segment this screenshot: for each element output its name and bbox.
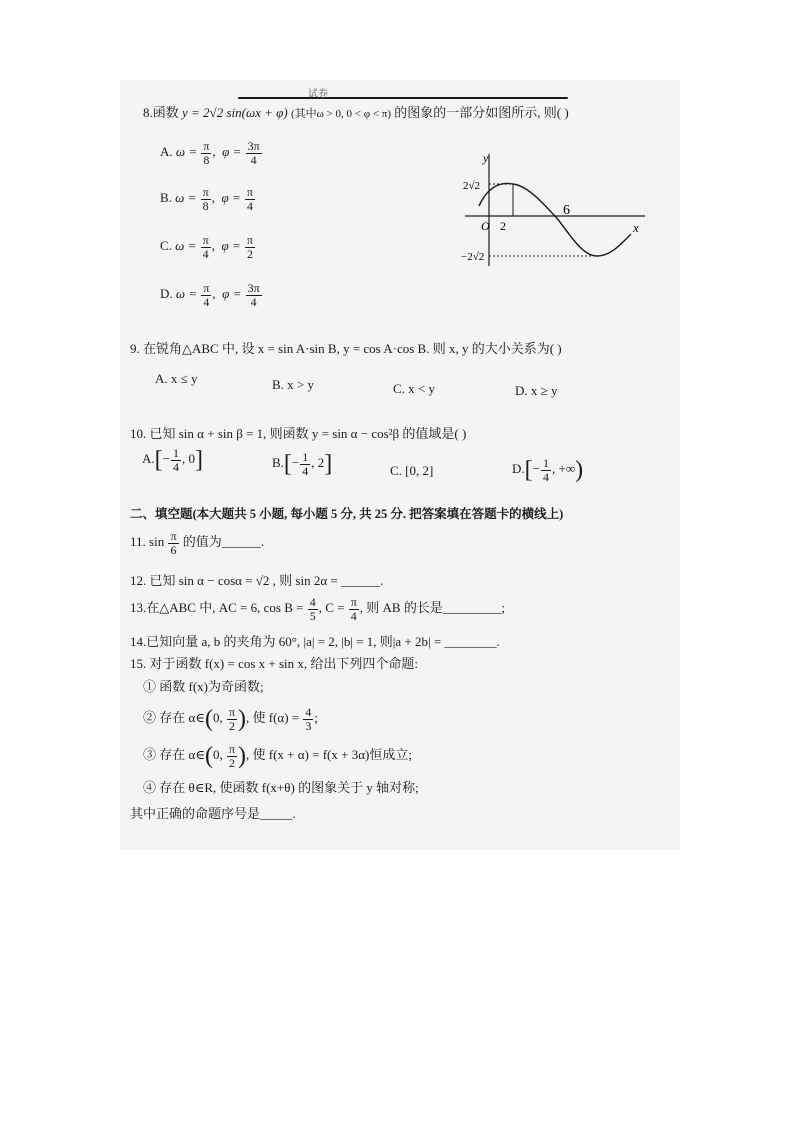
q8-condition: (其中ω > 0, 0 < φ < π) bbox=[290, 108, 392, 120]
header-stub-text: 试卷 bbox=[308, 89, 328, 100]
q15-proposition-1: ① 函数 f(x)为奇函数; bbox=[143, 679, 264, 694]
q11 bbox=[130, 530, 264, 556]
q10-option-c[interactable]: C. [0, 2] bbox=[390, 463, 434, 478]
q10-stem: 10. 已知 sin α + sin β = 1, 则函数 y = sin α − cos²β 的值域是( ) bbox=[130, 426, 467, 441]
frac-num: 1 bbox=[542, 456, 549, 470]
frac-num: π bbox=[246, 233, 253, 247]
omega-label: ω = bbox=[175, 286, 198, 302]
q10-option-a[interactable]: A.[− $\frac{1}{4}$ , 0] bbox=[142, 446, 203, 474]
frac-num: π bbox=[203, 281, 210, 295]
frac-den: 4 bbox=[350, 608, 357, 623]
q15-proposition-2: ② 存在 α∈(0, $\frac{\pi}{2}$ ), 使 f(α) = $\frac{4}{3}$ ; bbox=[143, 705, 319, 733]
omega-label: ω = bbox=[175, 238, 197, 254]
q12: 12. 已知 sin α − cosα = √2 , 则 sin 2α = ______. bbox=[130, 573, 384, 588]
interval-right: , +∞ bbox=[551, 461, 576, 477]
frac-den: 4 bbox=[202, 246, 209, 261]
q15-p2-prefix: ② 存在 α∈ bbox=[143, 710, 205, 726]
frac-den: 4 bbox=[246, 198, 253, 213]
q15-p2-end: ; bbox=[314, 710, 319, 726]
phi-label: φ = bbox=[221, 190, 241, 206]
q11-suffix: 的值为______. bbox=[182, 534, 265, 550]
q9-option-b[interactable]: B. x > y bbox=[272, 377, 315, 392]
q9-option-c[interactable]: C. x < y bbox=[393, 381, 436, 396]
q9-option-d[interactable]: D. x ≥ y bbox=[515, 383, 558, 398]
interval-left: 0, bbox=[212, 710, 226, 726]
frac-den: 2 bbox=[228, 718, 235, 733]
option-letter: C. bbox=[160, 238, 172, 254]
frac-den: 2 bbox=[228, 755, 235, 770]
q8-option-d[interactable]: D. ω = $\frac{\pi}{4}$ , φ = $\frac{3\pi}{4}$ bbox=[160, 281, 260, 309]
tick-2-label: 2 bbox=[500, 219, 506, 233]
frac-num: π bbox=[203, 139, 210, 153]
q8-sine-graph bbox=[455, 148, 655, 273]
frac-den: 6 bbox=[170, 542, 177, 557]
phi-label: φ = bbox=[222, 286, 242, 302]
q13 bbox=[130, 596, 505, 622]
q8-suffix: 的图象的一部分如图所示, 则( ) bbox=[394, 105, 569, 120]
frac-num: π bbox=[246, 185, 253, 199]
q9-option-a[interactable]: A. x ≤ y bbox=[155, 371, 198, 386]
frac-den: 3 bbox=[305, 718, 312, 733]
q13-suffix: , 则 AB 的长是_________; bbox=[359, 600, 505, 616]
interval-left: 0, bbox=[212, 747, 226, 763]
frac-num: 3π bbox=[247, 281, 260, 295]
frac-num: π bbox=[202, 185, 209, 199]
frac-den: 8 bbox=[202, 198, 209, 213]
q15-p3-prefix: ③ 存在 α∈ bbox=[143, 747, 205, 763]
interval-right: , 0 bbox=[181, 451, 195, 467]
option-letter: A. bbox=[142, 451, 155, 467]
min-label: −2√2 bbox=[461, 251, 485, 263]
x-axis-label: x bbox=[633, 220, 639, 235]
header-stub bbox=[238, 88, 568, 100]
q9-stem: 9. 在锐角△ABC 中, 设 x = sin A·sin B, y = cos A·cos B. 则 x, y 的大小关系为( ) bbox=[130, 341, 562, 356]
frac-den: 4 bbox=[172, 459, 179, 474]
q8-option-a[interactable]: A. ω = $\frac{\pi}{8}$ , φ = $\frac{3\pi}{4}$ bbox=[160, 139, 260, 167]
q13-mid: , C = bbox=[318, 600, 345, 616]
section-2-heading: 二、填空题(本大题共 5 小题, 每小题 5 分, 共 25 分. 把答案填在答题卡的横线上) bbox=[130, 507, 564, 521]
frac-num: π bbox=[202, 233, 209, 247]
frac-den: 4 bbox=[542, 469, 549, 484]
frac-den: 2 bbox=[246, 246, 253, 261]
frac-den: 8 bbox=[203, 152, 210, 167]
frac-den: 4 bbox=[203, 294, 210, 309]
frac-num: π bbox=[228, 705, 235, 719]
frac-num: π bbox=[170, 529, 177, 543]
max-label: 2√2 bbox=[463, 180, 481, 192]
q15-proposition-3: ③ 存在 α∈(0, $\frac{\pi}{2}$ ), 使 f(x + α) = f(x + 3α)恒成立; bbox=[143, 742, 412, 770]
option-letter: B. bbox=[272, 455, 284, 471]
frac-num: 1 bbox=[302, 450, 309, 464]
frac-num: π bbox=[350, 595, 357, 609]
option-letter: D. bbox=[512, 461, 525, 477]
option-letter: D. bbox=[160, 286, 173, 302]
omega-label: ω = bbox=[175, 144, 198, 160]
frac-num: 3π bbox=[247, 139, 260, 153]
frac-num: 4 bbox=[309, 595, 316, 609]
interval-right: , 2 bbox=[311, 455, 325, 471]
origin-label: O bbox=[481, 219, 490, 233]
frac-den: 4 bbox=[250, 152, 257, 167]
frac-den: 4 bbox=[250, 294, 257, 309]
q8-option-c[interactable]: C. ω = $\frac{\pi}{4}$ , φ = $\frac{\pi}{2}$ bbox=[160, 233, 253, 261]
q10-option-b[interactable]: B.[− $\frac{1}{4}$ , 2] bbox=[272, 450, 333, 478]
option-letter: B. bbox=[160, 190, 172, 206]
tick-6-label: 6 bbox=[563, 203, 570, 218]
frac-den: 5 bbox=[309, 608, 316, 623]
q8-stem bbox=[143, 106, 569, 120]
q13-prefix: 13.在△ABC 中, AC = 6, cos B = bbox=[130, 600, 304, 616]
phi-label: φ = bbox=[221, 238, 241, 254]
q15-p2-mid: , 使 f(α) = bbox=[246, 710, 300, 726]
q8-option-b[interactable]: B. ω = $\frac{\pi}{8}$ , φ = $\frac{\pi}{4}$ bbox=[160, 185, 253, 213]
q15-final: 其中正确的命题序号是_____. bbox=[130, 806, 296, 821]
q15-stem: 15. 对于函数 f(x) = cos x + sin x, 给出下列四个命题: bbox=[130, 656, 419, 671]
q10-option-d[interactable]: D.[− $\frac{1}{4}$ , +∞) bbox=[512, 456, 584, 484]
frac-num: π bbox=[228, 742, 235, 756]
omega-label: ω = bbox=[175, 190, 197, 206]
frac-num: 1 bbox=[172, 446, 179, 460]
frac-den: 4 bbox=[302, 463, 309, 478]
q15-proposition-4: ④ 存在 θ∈R, 使函数 f(x+θ) 的图象关于 y 轴对称; bbox=[143, 780, 419, 795]
q15-p3-suffix: , 使 f(x + α) = f(x + 3α)恒成立; bbox=[246, 747, 412, 763]
y-axis-label: y bbox=[483, 151, 489, 165]
frac-num: 4 bbox=[305, 705, 312, 719]
option-letter: A. bbox=[160, 144, 173, 160]
q11-prefix: 11. sin bbox=[130, 534, 165, 550]
q8-prefix: 8.函数 bbox=[143, 105, 179, 120]
q14: 14.已知向量 a, b 的夹角为 60°, |a| = 2, |b| = 1, 则|a + 2b| = ________. bbox=[130, 634, 500, 649]
phi-label: φ = bbox=[222, 144, 242, 160]
q8-function: y = 2√2 sin(ωx + φ) bbox=[182, 105, 288, 120]
